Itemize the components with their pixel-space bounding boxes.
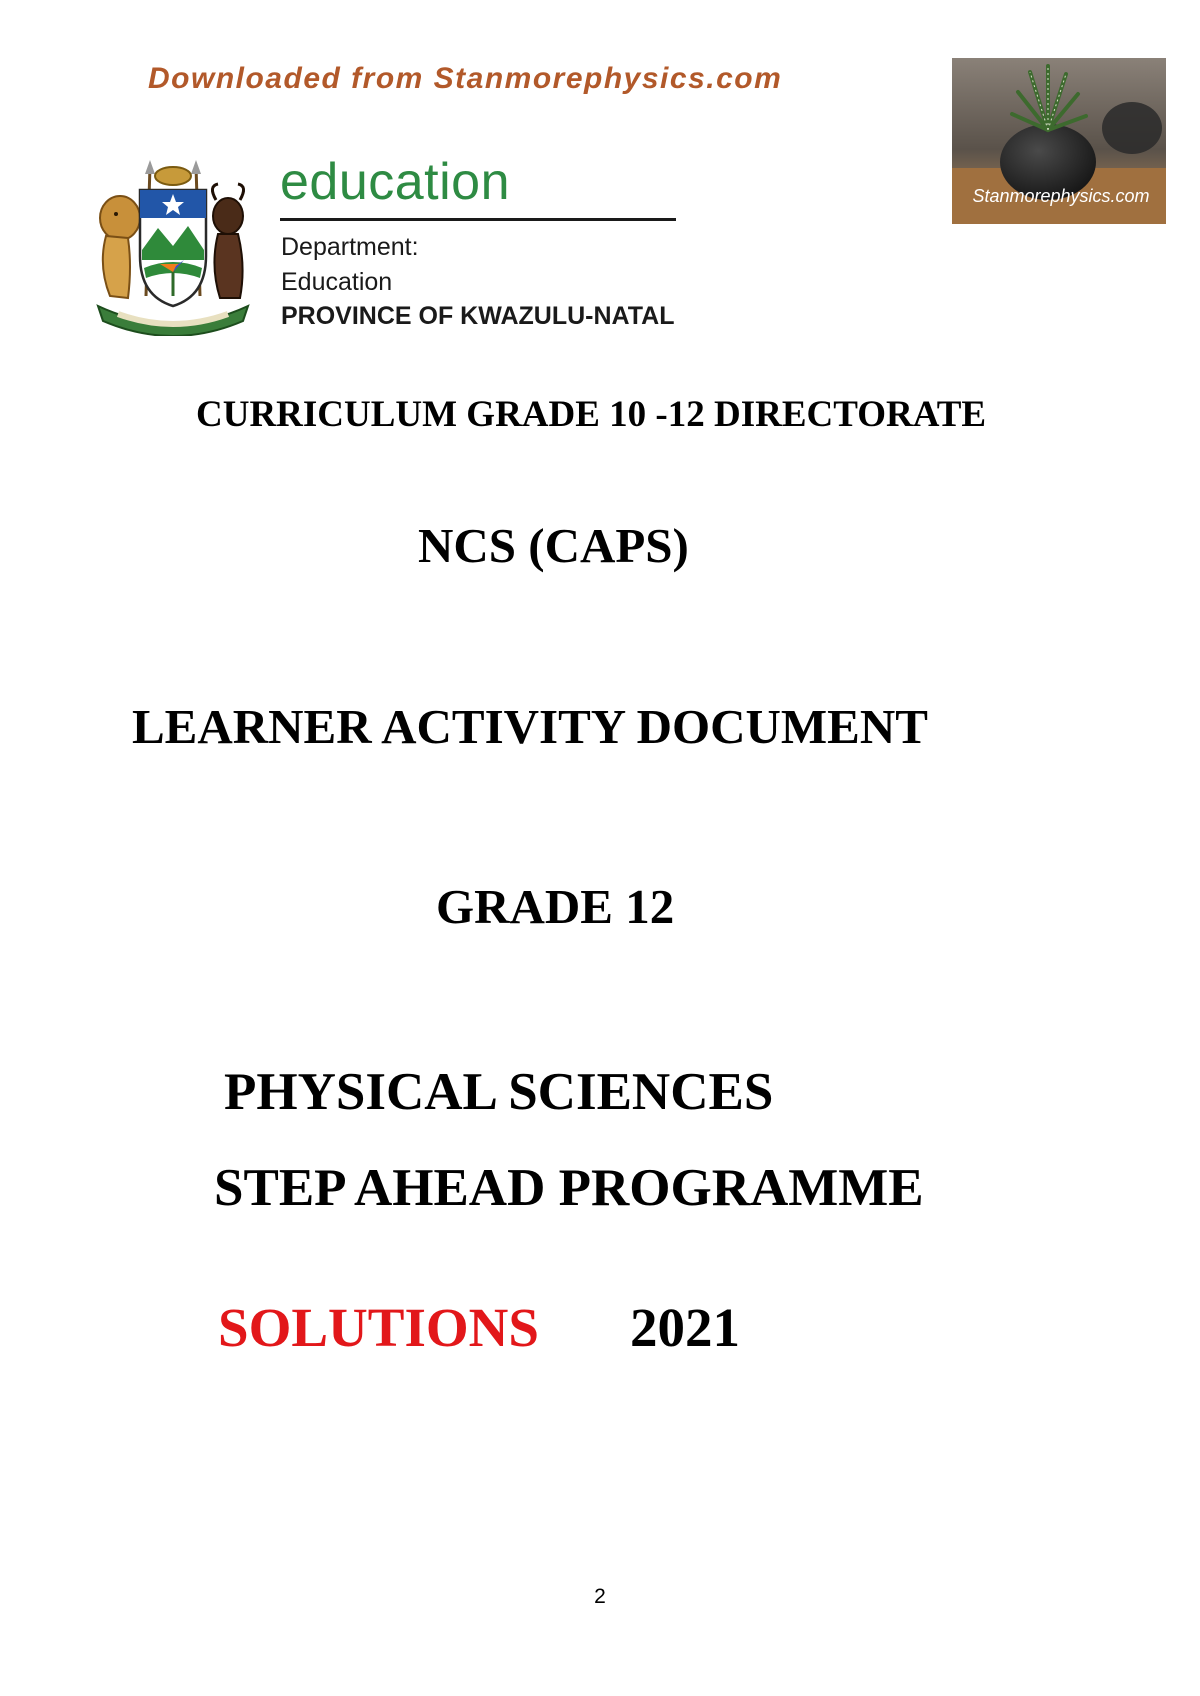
department-label: Department:: [281, 233, 419, 261]
curriculum-heading: NCS (CAPS): [418, 518, 689, 573]
page-number: 2: [594, 1585, 606, 1608]
wordmark-divider: [280, 218, 676, 221]
photo-caption: Stanmorephysics.com: [972, 186, 1150, 206]
solutions-heading: SOLUTIONS: [218, 1297, 539, 1358]
directorate-heading: CURRICULUM GRADE 10 -12 DIRECTORATE: [196, 394, 987, 435]
education-wordmark: education: [280, 153, 511, 211]
document-type-heading: LEARNER ACTIVITY DOCUMENT: [132, 699, 928, 754]
year-heading: 2021: [630, 1297, 740, 1358]
download-source-banner: Downloaded from Stanmorephysics.com: [148, 62, 783, 95]
kzn-coat-of-arms-icon: [88, 156, 258, 336]
province-name: PROVINCE OF KWAZULU-NATAL: [281, 302, 675, 330]
department-name: Education: [281, 268, 393, 296]
grade-heading: GRADE 12: [436, 879, 675, 934]
subject-heading: PHYSICAL SCIENCES: [224, 1063, 774, 1121]
programme-heading: STEP AHEAD PROGRAMME: [214, 1159, 924, 1217]
